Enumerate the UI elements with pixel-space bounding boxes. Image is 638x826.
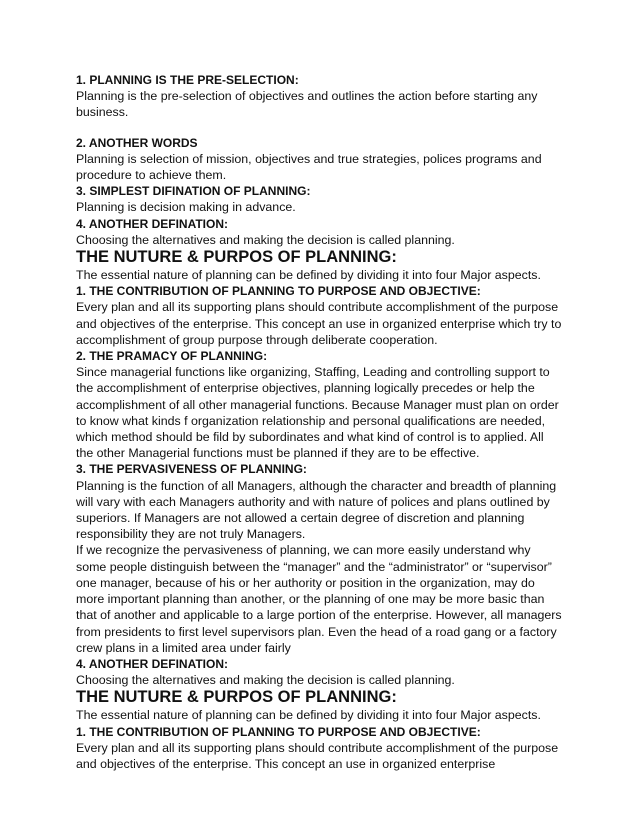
section-heading: 4. ANOTHER DEFINATION:: [76, 216, 228, 231]
section-heading: 1. THE CONTRIBUTION OF PLANNING TO PURPOSE AND OBJECTIVE:: [76, 724, 481, 739]
section-heading: 2. THE PRAMACY OF PLANNING:: [76, 349, 268, 364]
paragraph: Choosing the alternatives and making the decision is called planning.: [76, 232, 455, 247]
section-heading: 2. ANOTHER WORDS: [76, 135, 198, 150]
section-heading: 3. THE PERVASIVENESS OF PLANNING:: [76, 462, 307, 477]
major-heading: THE NUTURE & PURPOS OF PLANNING:: [76, 688, 397, 707]
paragraph: Every plan and all its supporting plans should contribute accomplishment of the purpose and objectives of the enterprise. This concept an use in organized enterprise which try to accomplishment of group purpose through deliberate cooperation.: [76, 300, 562, 347]
paragraph: Planning is the function of all Managers, although the character and breadth of planning will vary with each Managers authority and with nature of polices and plans outlined by superiors. If Managers are not allowed a certain degree of discretion and planning responsibility they are not truly Managers.: [76, 478, 557, 542]
section-heading: 1. THE CONTRIBUTION OF PLANNING TO PURPOSE AND OBJECTIVE:: [76, 284, 481, 299]
paragraph: Planning is the pre-selection of objectives and outlines the action before starting any business.: [76, 89, 538, 120]
major-heading: THE NUTURE & PURPOS OF PLANNING:: [76, 248, 397, 267]
section-heading: 4. ANOTHER DEFINATION:: [76, 656, 228, 671]
paragraph: Planning is selection of mission, objectives and true strategies, polices programs and procedure to achieve them.: [76, 151, 542, 183]
paragraph: Since managerial functions like organizing, Staffing, Leading and controlling support to the accomplishment of enterprise objectives, planning logically precedes or help the accomplishment of all other managerial functions. Because Manager must plan on order to know what kinds f organization relationship and personal qualifications are needed, which method should be fild by subordinates and what kind of control is to applied. All the other Managerial functions must be planned if they are to be effective.: [76, 365, 559, 461]
paragraph: Planning is decision making in advance.: [76, 200, 296, 215]
section-heading: 1. PLANNING IS THE PRE-SELECTION:: [76, 73, 299, 87]
paragraph: The essential nature of planning can be defined by dividing it into four Major aspects.: [76, 708, 541, 723]
section-heading: 3. SIMPLEST DIFINATION OF PLANNING:: [76, 184, 311, 199]
paragraph: Every plan and all its supporting plans should contribute accomplishment of the purpose and objectives of the enterprise. This concept an use in organized enterprise: [76, 740, 559, 771]
paragraph: If we recognize the pervasiveness of planning, we can more easily understand why some people distinguish between the “manager” and the “administrator” or “supervisor” one manager, because of his or her authority or position in the organization, may do more important planning than another, or the planning of one may be more basic than that of another and applicable to a large portion of the enterprise. However, all managers from presidents to first level supervisors plan. Even the head of a road gang or a factory crew plans in a limited area under fairly: [76, 543, 562, 655]
spacer: [76, 121, 562, 135]
paragraph: The essential nature of planning can be defined by dividing it into four Major aspects.: [76, 268, 541, 283]
document-page: [76, 72, 562, 772]
paragraph: Choosing the alternatives and making the decision is called planning.: [76, 673, 455, 688]
